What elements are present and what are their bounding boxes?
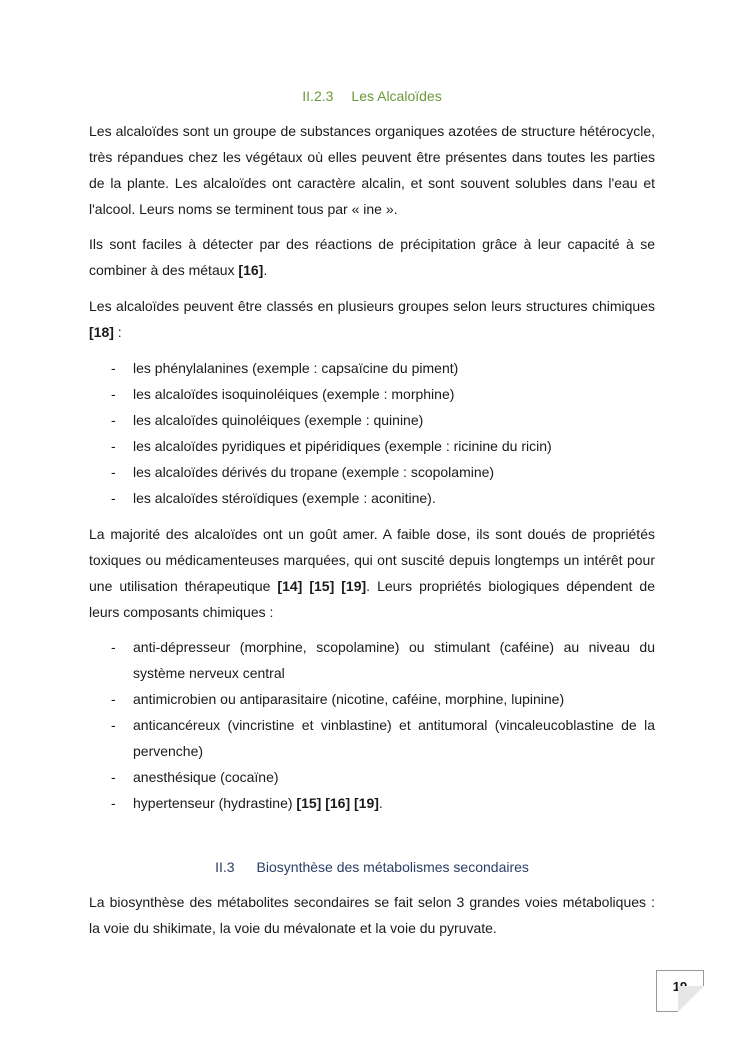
bullet-dash: - — [111, 438, 116, 454]
subsection-number: II.2.3 — [302, 88, 334, 104]
bullet-dash: - — [111, 691, 116, 707]
list-item-text: les phénylalanines (exemple : capsaïcine du piment) — [133, 360, 459, 376]
section-title: Biosynthèse des métabolismes secondaires — [256, 859, 529, 875]
bullet-dash: - — [111, 386, 116, 402]
list-item-text: les alcaloïdes quinoléiques (exemple : quinine) — [133, 412, 424, 428]
bullet-dash: - — [111, 490, 116, 506]
list-item-text: hypertenseur (hydrastine) — [133, 795, 297, 811]
list-item — [89, 459, 655, 485]
punctuation: : — [113, 324, 122, 340]
list-item — [89, 485, 655, 511]
subsection-title: Les Alcaloïdes — [351, 88, 442, 104]
list-item-text: anticancéreux (vincristine et vinblastine) et antitumoral (vincaleucoblastine de la pervenche) — [133, 717, 655, 759]
biological-properties-list — [89, 634, 655, 816]
paragraph-text: Ils sont faciles à détecter par des réactions de précipitation grâce à leur capacité à se combiner à des métaux — [89, 236, 655, 278]
list-item-text: les alcaloïdes stéroïdiques (exemple : aconitine). — [133, 490, 436, 506]
list-item — [89, 790, 655, 816]
citation: [14] [15] [19] — [277, 578, 367, 594]
bullet-dash: - — [111, 464, 116, 480]
section-heading — [89, 859, 655, 875]
punctuation: . — [378, 795, 383, 811]
list-item — [89, 381, 655, 407]
list-item — [89, 712, 655, 764]
list-item-text: les alcaloïdes isoquinoléiques (exemple : morphine) — [133, 386, 455, 402]
citation: [16] — [238, 262, 264, 278]
list-item — [89, 407, 655, 433]
list-item — [89, 686, 655, 712]
paragraph-text: Les alcaloïdes peuvent être classés en plusieurs groupes selon leurs structures chimiques — [89, 298, 655, 314]
list-item-text: anti-dépresseur (morphine, scopolamine) ou stimulant (caféine) au niveau du système nerveux central — [133, 639, 655, 681]
paragraph-properties — [89, 521, 655, 625]
paragraph-intro: Les alcaloïdes sont un groupe de substances organiques azotées de structure hétérocycle, très répandues chez les végétaux où elles peuvent être présentes dans toutes les parties de la plante. Les alcaloïdes ont caractère alcalin, et sont souvent solubles dans l'eau et l'alcool. Leurs noms se terminent tous par « ine ». — [89, 123, 655, 217]
paragraph-detection — [89, 231, 655, 283]
bullet-dash: - — [111, 795, 116, 811]
page-number-box — [656, 970, 704, 1012]
list-item-text: les alcaloïdes pyridiques et pipéridiques (exemple : ricinine du ricin) — [133, 438, 552, 454]
citation: [18] — [89, 324, 114, 340]
bullet-dash: - — [111, 769, 116, 785]
paragraph-biosynthesis: La biosynthèse des métabolites secondaires se fait selon 3 grandes voies métaboliques : la voie du shikimate, la voie du mévalonate et la voie du pyruvate. — [89, 894, 655, 936]
paragraph-text: . Leurs propriétés biologiques dépendent de leurs composants chimiques : — [89, 578, 656, 620]
citation: [15] [16] [19] — [296, 795, 379, 811]
list-item — [89, 764, 655, 790]
punctuation: . — [263, 262, 268, 278]
subsection-heading — [89, 88, 655, 104]
list-item — [89, 634, 655, 686]
list-item — [89, 433, 655, 459]
bullet-dash: - — [111, 360, 116, 376]
list-item-text: anesthésique (cocaïne) — [133, 769, 279, 785]
paragraph-text: La majorité des alcaloïdes ont un goût amer. A faible dose, ils sont doués de propriétés toxiques ou médicamenteuses marquées, qui ont suscité depuis longtemps un intérêt pour une utilisation thérapeutique — [89, 526, 655, 594]
list-item — [89, 355, 655, 381]
paragraph-classification — [89, 293, 655, 345]
list-item-text: antimicrobien ou antiparasitaire (nicotine, caféine, morphine, lupinine) — [133, 691, 565, 707]
bullet-dash: - — [111, 639, 116, 655]
bullet-dash: - — [111, 717, 116, 733]
alkaloid-groups-list — [89, 355, 655, 511]
bullet-dash: - — [111, 412, 116, 428]
page-curl-decoration — [678, 986, 704, 1012]
list-item-text: les alcaloïdes dérivés du tropane (exemple : scopolamine) — [133, 464, 495, 480]
section-number: II.3 — [215, 859, 235, 875]
page-number: 19 — [672, 979, 688, 994]
